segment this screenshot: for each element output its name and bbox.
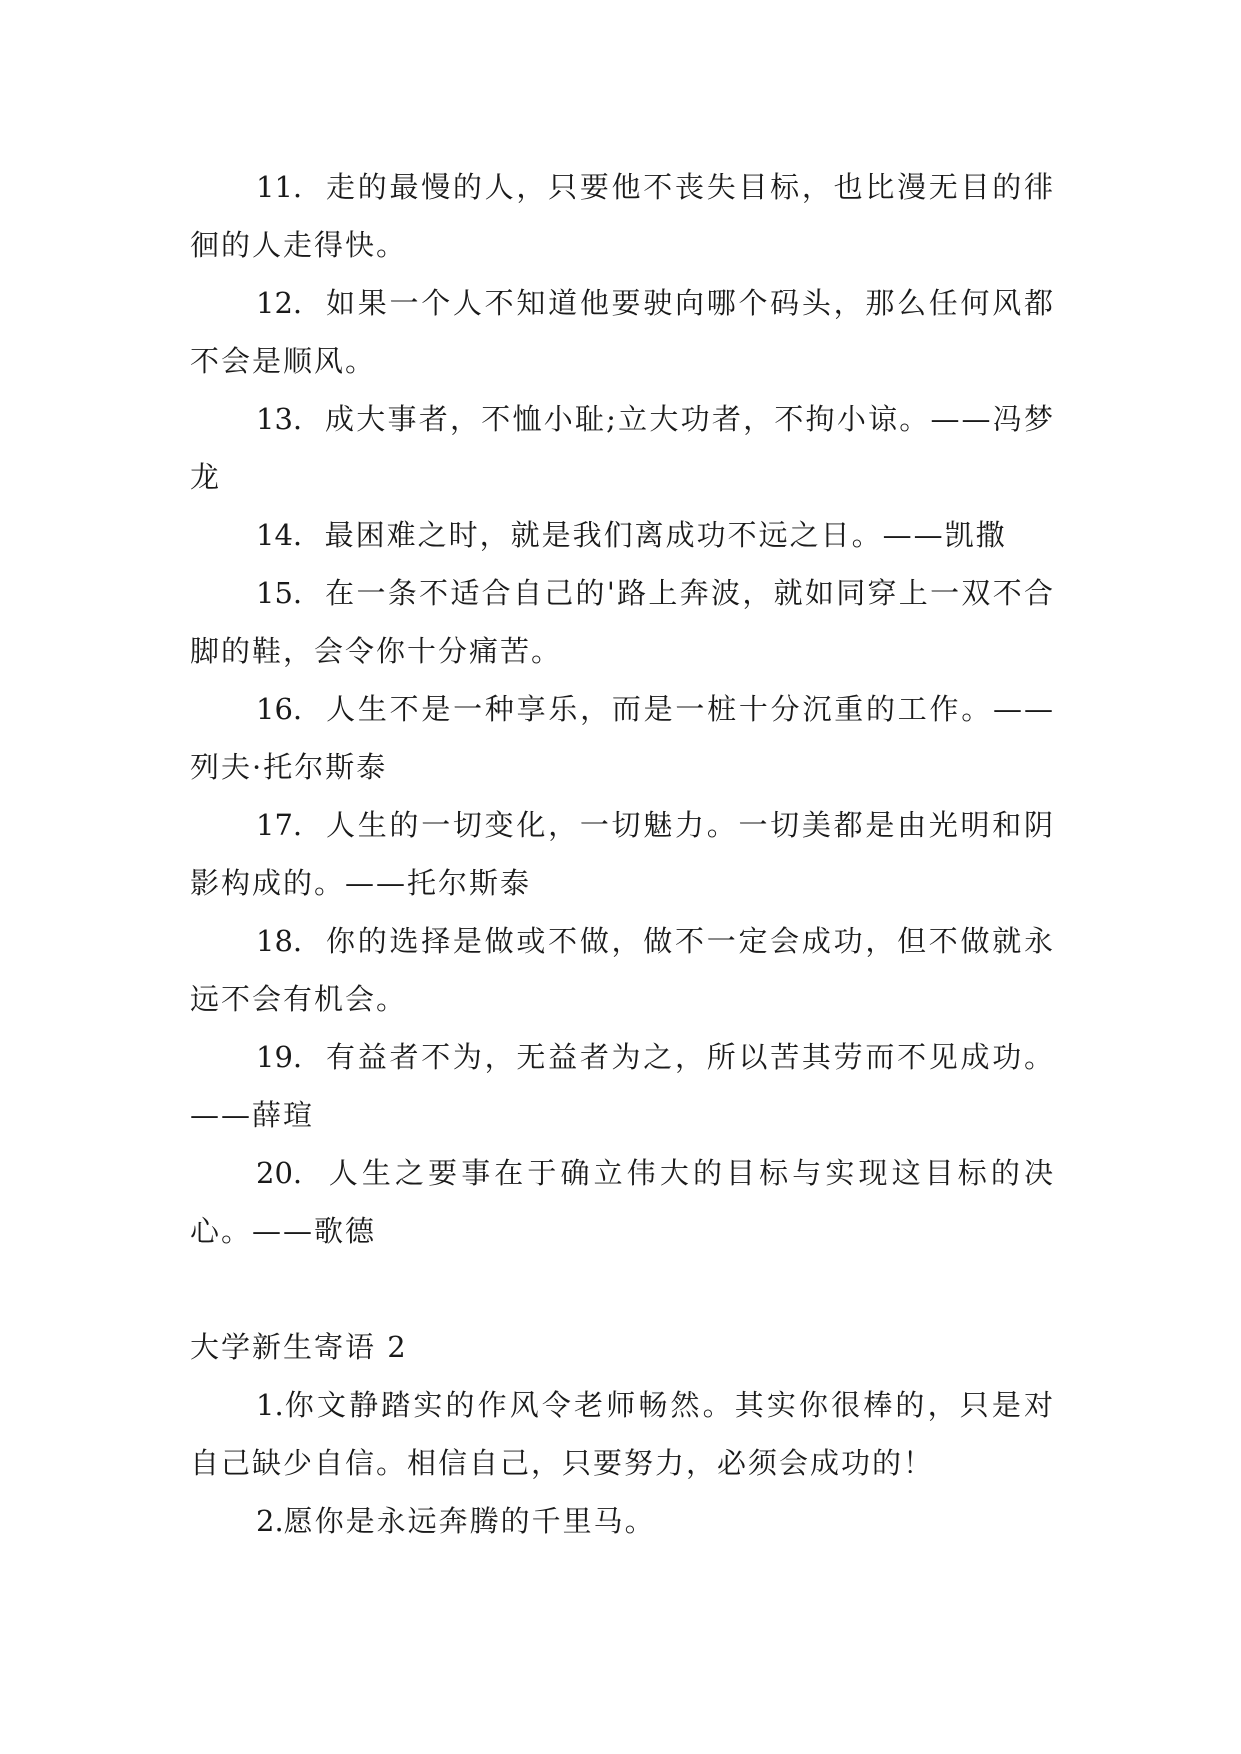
quote-text: 人生的一切变化，一切魅力。一切美都是由光明和阴影构成的。——托尔斯泰 [190,808,1055,900]
section-heading: 大学新生寄语 2 [190,1330,408,1364]
message-text: 愿你是永远奔腾的千里马。 [283,1504,656,1538]
quote-paragraph [190,912,1055,1028]
quote-text: 你的选择是做或不做，做不一定会成功，但不做就永远不会有机会。 [190,924,1055,1016]
quote-text: 人生之要事在于确立伟大的目标与实现这目标的决心。——歌德 [190,1156,1055,1248]
quote-number: 13. [256,402,303,436]
message-text: 你文静踏实的作风令老师畅然。其实你很棒的，只是对自己缺少自信。相信自己，只要努力，必须会成功的！ [190,1388,1055,1480]
message-number: 2. [256,1504,284,1538]
quote-text: 成大事者，不恤小耻;立大功者，不拘小谅。——冯梦龙 [190,402,1056,494]
quote-paragraph [190,390,1055,506]
quote-text: 最困难之时，就是我们离成功不远之日。——凯撒 [324,518,1007,552]
quote-number: 18. [256,924,303,958]
quote-paragraph [190,274,1055,390]
message-number: 1. [256,1388,284,1422]
quote-paragraph [190,564,1055,680]
document-body [190,158,1055,1550]
quote-paragraph [190,158,1055,274]
quote-number: 17. [256,808,303,842]
quote-number: 12. [256,286,303,320]
quote-number: 14. [256,518,303,552]
quote-paragraph [190,796,1055,912]
message-paragraph [190,1492,1055,1550]
quote-number: 16. [256,692,303,726]
quote-number: 19. [256,1040,303,1074]
quote-text: 在一条不适合自己的'路上奔波，就如同穿上一双不合脚的鞋，会令你十分痛苦。 [190,576,1056,668]
quote-text: 如果一个人不知道他要驶向哪个码头，那么任何风都不会是顺风。 [190,286,1055,378]
quote-text: 人生不是一种享乐，而是一桩十分沉重的工作。——列夫·托尔斯泰 [190,692,1055,784]
quote-paragraph [190,1144,1055,1260]
quote-paragraph [190,1028,1055,1144]
quote-number: 20. [256,1156,303,1190]
quote-number: 15. [256,576,303,610]
message-paragraph [190,1376,1055,1492]
quote-paragraph [190,680,1055,796]
quote-text: 有益者不为，无益者为之，所以苦其劳而不见成功。——薛瑄 [190,1040,1055,1132]
quote-number: 11. [256,170,303,204]
quote-paragraph [190,506,1055,564]
quote-text: 走的最慢的人，只要他不丧失目标，也比漫无目的徘徊的人走得快。 [190,170,1055,262]
